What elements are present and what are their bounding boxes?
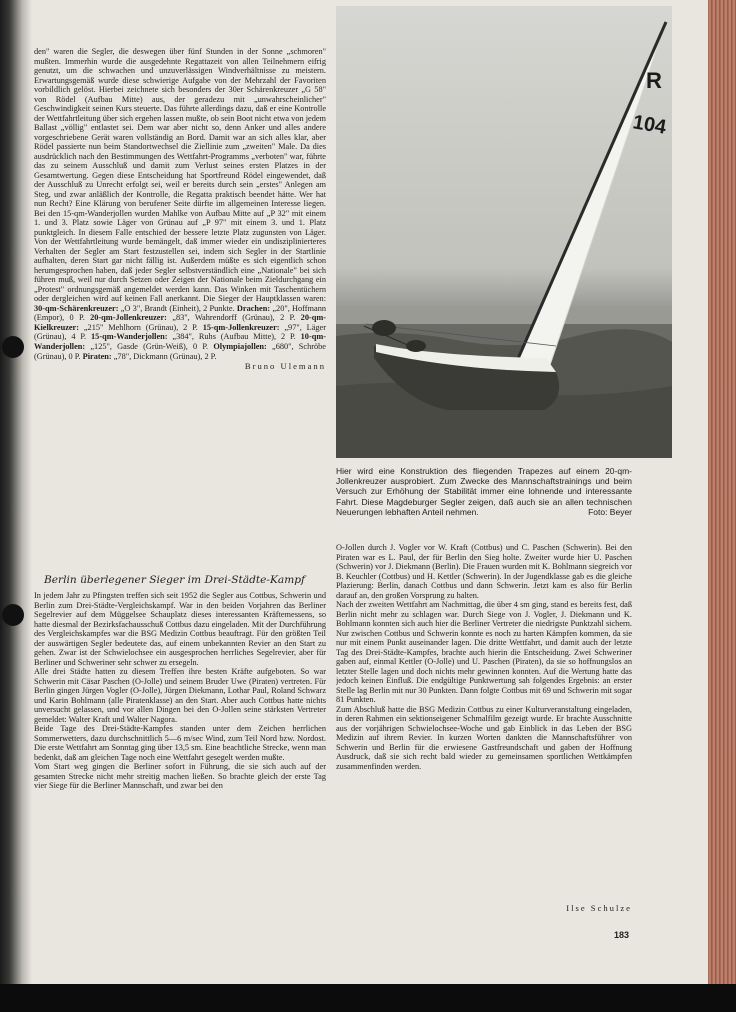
result-class: 20-qm-Jollenkreuzer:: [90, 313, 167, 323]
article-author: Ilse Schulze: [566, 903, 632, 913]
book-gutter: [0, 0, 32, 984]
article-author: Bruno Ulemann: [244, 361, 326, 372]
article-body: [34, 47, 326, 361]
result-text: „384", Ruhs (Aufbau Mitte), 2 P.: [172, 332, 296, 342]
result-text: „97", Läger (Grünau), 4 P.: [34, 322, 326, 342]
paragraph: Vom Start weg gingen die Berliner sofort in Führung, die sie sich auch auf der gesamten Strecke nicht mehr streitig machen ließen. So brachte gleich der erste Tag vier Siege für die Berliner Mannschaft, und zwar bei den: [34, 762, 326, 791]
sailboat-photo: [336, 6, 672, 458]
paragraph: Alle drei Städte hatten zu diesem Treffen ihre besten Kräfte aufgeboten. So war Schwerin mit Cäsar Paschen (O-Jolle) und seinem Bruder Uwe (Piraten) vertreten. Für Berlin gingen Jürgen Vogler (O-Jolle), Jürgen Diekmann, Lothar Paul, Roland Schwarz und Karin Bohlmann (alle Piratenklasse) an den Start. Aber auch Cottbus hatte nichts unversucht gelassen, und vor allen Dingen bei den O-Jollen seine stärksten Vertreter gemeldet: Walter Kraft und Walter Nagora.: [34, 667, 326, 724]
article-regatta-column: [34, 47, 326, 569]
article-headline: Berlin überlegener Sieger im Drei-Städte-Kampf: [44, 574, 305, 586]
paragraph: Zum Abschluß hatte die BSG Medizin Cottbus zu einer Kulturveranstaltung eingeladen, in deren Rahmen ein sektionseigener Schmalfilm gezeigt wurde. Er brachte Ausschnitte aus der vorjährigen Schwielochsee-Woche und gab Einblick in das Leben der BSG Medizin auf ihrem Revier. In kurzen Worten dankten die Mannschaftsführer von Schwerin und Berlin für die erwiesene Gastfreundschaft und gaben der Hoffnung Ausdruck, daß sie sich recht bald wieder zu gemeinsamen sportlichen Wettkämpfen zusammenfinden werden.: [336, 704, 632, 771]
result-class: 20-qm-Kielkreuzer:: [34, 313, 326, 332]
sail-letter: R: [646, 68, 662, 93]
paragraph: O-Jollen durch J. Vogler vor W. Kraft (Cottbus) und C. Paschen (Schwerin). Bei den Piraten war es L. Paul, der für Berlin den Sieg holte. Zweiter wurde hier U. Paschen (Schwerin) vor J. Diekmann (Berlin). Die Frauen wurden mit K. Bohlmann siegreich vor B. Keuchler (Cottbus) und H. Kettler (Schwerin). In der Jugendklasse gab es die gleiche Plazierung: Berlin, danach Cottbus und dann Schwerin. Jetzt kam es also für Berlin darauf an, den großen Vorsprung zu halten.: [336, 543, 632, 600]
result-class: 30-qm-Schärenkreuzer:: [34, 303, 119, 313]
sailboat-illustration: [336, 6, 672, 458]
result-class: Drachen:: [236, 303, 271, 313]
article-text: den" waren die Segler, die deswegen über fünf Stunden in der Sonne „schmoren" mußten. Immerhin wurde die ausgedehnte Regattazeit von allen Teilnehmern eifrig genutzt, um die schwachen und unzuverlässigen Windverhältnisse zu meistern. Erwartungsgemäß wurde diese schwierige Aufgabe von der Mehrzahl der Favoriten vorbildlich gelöst. Hierbei zeichnete sich besonders der 30er Schärenkreuzer „G 58" von Rödel (Aufbau Mitte) aus, der geradezu mit „unwahrscheinlicher" Geschwindigkeit seinen Kurs steuerte. Das führte allerdings dazu, daß er eine Kontrolle der Wettfahrtleitung über sich ergehen lassen mußte, ob sein Boot nicht etwa von jedem Ballast „völlig" entlastet sei. Dem war aber nicht so, denn Anker und alles andere vorgeschriebene Gerät waren vollständig an Bord. Damit war an sich alles klar, aber Rödel passierte nun beim Standortwechsel die Ziellinie zum „zweiten" Male. Da dies ausdrücklich nach den Bestimmungen des Wettfahrt-Programms „verboten" war, führte das zu seinem Ausschluß und damit zum Verlust seines ersten Platzes in der Gesamtwertung. Gegen diese Entscheidung hat Sportfreund Rödel eingewendet, daß der Ausschluß zu Unrecht erfolgt sei, weil er bereits durch sein „erstes" Anlegen am Steg, und zwar anläßlich der Kontrolle, die Regatta praktisch beendet hätte. Wer hat nun Recht? Eine Klärung von berufener Seite dürfte im allgemeinen Interesse liegen. Bei den 15-qm-Wanderjollen wurden Mahlke von Aufbau Mitte auf „P 32" mit einem 1. und 3. Platz sowie Läger von Grünau auf „P 97" mit einem 3. und 1. Platz punktgleich. In diesem Falle entschied der bessere letzte Platz zugunsten von Läger. Von der Wettfahrtleitung wurde bemängelt, daß immer wieder ein undisziplinierteres Verhalten der Segler am Start festzustellen sei, indem sich Segler in der Startlinie aufhalten, deren Start gar nicht fällig ist. Außerdem müßte es sich eigentlich schon herumgesprochen haben, daß jeder Segler selbstverständlich eine „Nationale" bei sich führen muß, weil nur durch Setzen oder Zeigen der Nationale beim Zieldurchgang ein „Protest" ordnungsgemäß angemeldet werden kann. Das Winken mit Taschentüchern oder dergleichen wird auf keinen Fall anerkannt. Die Sieger der Hauptklassen waren:: [34, 47, 326, 304]
paragraph: Nach der zweiten Wettfahrt am Nachmittag, die über 4 sm ging, stand es bereits fest, daß Berlin nicht mehr zu schlagen war. Durch Siege von J. Vogler, J. Diekmann und K. Bohlmann konnten sich auch hier die Berliner Vertreter die niedrigste Punktzahl sichern. Nur zwischen Cottbus und Schwerin konnte es noch zu harten Kämpfen kommen, da sie nur mit einem Punkt auseinander lagen. Die dritte Wettfahrt, und damit auch der letzte Tag des Drei-Städte-Kampfes, brachte auch hierin die Entscheidung. Zwei Schweriner gaben auf, einmal Kettler (O-Jolle) und U. Paschen (Piraten), da sie so hoffnungslos an letzter Stelle lagen und doch nichts mehr gewinnen konnten. Auf die Wertung hatte das jedoch keinen Einfluß. Die endgültige Punktwertung sah folgendes Ergebnis: an erster Stelle lag Berlin mit nur 30 Punkten. Dann folgte Cottbus mit 69 und Schwerin mit sogar 81 Punkten.: [336, 600, 632, 705]
result-text: „83", Wahrendorff (Grünau), 2 P.: [172, 313, 296, 323]
book-page-edge: [708, 0, 736, 984]
result-class: 15-qm-Wanderjollen:: [91, 332, 168, 342]
binding-hole: [2, 604, 24, 626]
paragraph: Beide Tage des Drei-Städte-Kampfes standen unter dem Zeichen herrlichen Sommerwetters, dazu durchschnittlich 5—6 m/sec Wind, zum Teil Nord bzw. Nordost. Die erste Wettfahrt am Sonntag ging über 13,5 sm. Eine beachtliche Strecke, wenn man bedenkt, daß am gleichen Tage noch eine Wettfahrt gesegelt werden mußte.: [34, 724, 326, 762]
result-class: 10-qm-Wanderjollen:: [34, 332, 326, 351]
sail-number: 104: [631, 111, 668, 139]
photo-caption: [336, 466, 632, 517]
result-text: „215" Mehlhorn (Grünau), 2 P.: [83, 322, 198, 332]
article-continuation-column: [336, 543, 632, 915]
result-text: „20", Hoffmann (Empor), 0 P.: [34, 303, 326, 323]
photo-credit: Foto: Beyer: [588, 506, 632, 517]
result-text: „125", Gasde (Grün-Weiß), 0 P.: [90, 341, 209, 351]
article-drei-staedte-column: [34, 591, 326, 981]
result-text: „78", Dickmann (Grünau), 2 P.: [113, 351, 217, 361]
binding-hole: [2, 336, 24, 358]
result-class: Olympiajollen:: [213, 341, 267, 351]
result-class: 15-qm-Jollenkreuzer:: [202, 322, 280, 332]
result-text: „O 3", Brandt (Einheit), 2 Punkte.: [120, 303, 235, 313]
result-text: „680", Schröbe (Grünau), 0 P.: [34, 341, 326, 361]
result-class: Piraten:: [82, 351, 112, 361]
page-number: 183: [614, 930, 630, 940]
scan-background: [0, 984, 736, 1012]
caption-text: Hier wird eine Konstruktion des fliegenden Trapezes auf einem 20-qm-Jollenkreuzer ausprobiert. Zum Zwecke des Mannschaftstrainings und beim Versuch zur Erhöhung der Stabilität immer eine lohnende und interessante Fahrt. Diese Magdeburger Segler zeigen, daß auch sie an allen technischen Neuerungen lebhaften Anteil nehmen.: [336, 466, 632, 517]
paragraph: In jedem Jahr zu Pfingsten treffen sich seit 1952 die Segler aus Cottbus, Schwerin und Berlin zum Drei-Städte-Vergleichskampf. War in den beiden Vorjahren das Berliner Segelrevier auf dem Müggelsee Schauplatz dieses interessanten Kräftemessens, so hatte diesmal der Bezirksfachausschuß Cottbus dazu eingeladen. Mit der Durchführung des Vergleichskampfes war die BSG Medizin Cottbus beauftragt. Für den größten Teil der auswärtigen Segler bedeutete das, auf einem unbekannten Revier an den Start zu gehen. Zwar ist der Schwielochsee ein ausgesprochen herrliches Segelrevier, aber für Berliner und Schweriner sehr schwer zu ersegeln.: [34, 591, 326, 667]
